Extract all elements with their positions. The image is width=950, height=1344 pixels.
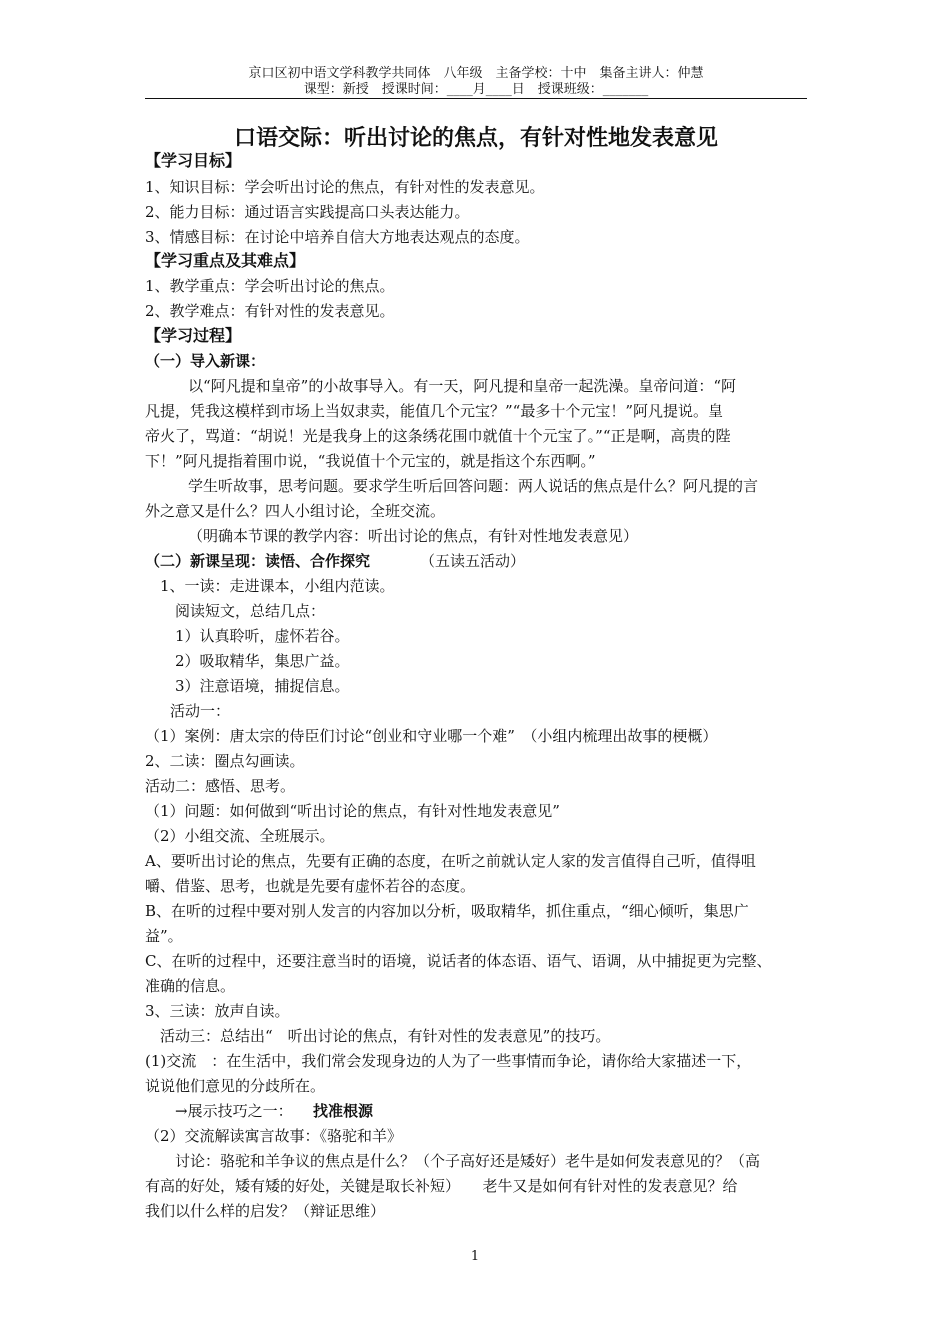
group-share-line: （2）小组交流、全班展示。 [145, 827, 335, 845]
focus-line-1: 1、教学重点：学会听出讨论的焦点。 [145, 277, 395, 295]
focus-line-2: 2、教学难点：有针对性的发表意见。 [145, 302, 395, 320]
section-heading-focus: 【学习重点及其难点】 [145, 251, 306, 270]
section-heading-process: 【学习过程】 [145, 326, 242, 345]
discussion-line-1: 讨论：骆驼和羊争议的焦点是什么？（个子高好还是矮好）老牛是如何发表意见的？（高 [175, 1152, 761, 1170]
discussion-line-2: 有高的好处，矮有矮的好处，关键是取长补短） 老牛又是如何有针对性的发表意见？给 [145, 1177, 738, 1195]
exchange-line-1: (1)交流 ：在生活中，我们常会发现身边的人为了一些事情而争论，请你给大家描述一下， [145, 1052, 752, 1070]
activity-2-label: 活动二：感悟、思考。 [145, 777, 296, 795]
activity-1-label: 活动一： [170, 702, 231, 720]
point-2: 2）吸取精华，集思广益。 [175, 652, 350, 670]
read-3-line: 3、三读：放声自读。 [145, 1002, 290, 1020]
case-line: （1）案例：唐太宗的侍臣们讨论“创业和守业哪一个难” （小组内梳理出故事的梗概） [145, 727, 718, 745]
exchange-line-2: 说说他们意见的分歧所在。 [145, 1077, 326, 1095]
goal-line-1: 1、知识目标：学会听出讨论的焦点，有针对性的发表意见。 [145, 178, 545, 196]
goal-line-2: 2、能力目标：通过语言实践提高口头表达能力。 [145, 203, 470, 221]
activity-3-line: 活动三：总结出“ 听出讨论的焦点，有针对性的发表意见”的技巧。 [160, 1027, 611, 1045]
subsection-intro: （一）导入新课： [145, 352, 266, 370]
point-3: 3）注意语境，捕捉信息。 [175, 677, 350, 695]
fable-line: （2）交流解读寓言故事：《骆驼和羊》 [145, 1127, 403, 1145]
task-line-2: 外之意又是什么？四人小组讨论，全班交流。 [145, 502, 446, 520]
subsection-new-note: （五读五活动） [420, 552, 526, 570]
story-line-1: 以“阿凡提和皇帝”的小故事导入。有一天，阿凡提和皇帝一起洗澡。皇帝问道：“阿 [188, 377, 737, 395]
goal-line-3: 3、情感目标：在讨论中培养自信大方地表达观点的态度。 [145, 228, 530, 246]
story-line-2: 凡提，凭我这模样到市场上当奴隶卖，能值几个元宝？”“最多十个元宝！”阿凡提说。皇 [145, 402, 724, 420]
point-c-line-2: 准确的信息。 [145, 977, 236, 995]
header-line-1: 京口区初中语文学科教学共同体 八年级 主备学校：十中 集备主讲人：仲慧 [248, 66, 704, 81]
story-line-4: 下！”阿凡提指着围巾说，“我说值十个元宝的，就是指这个东西啊。” [145, 452, 596, 470]
skill-1-name: 找准根源 [313, 1102, 374, 1120]
question-line: （1）问题：如何做到“听出讨论的焦点，有针对性地发表意见” [145, 802, 560, 820]
subsection-new: （二）新课呈现：读悟、合作探究 [145, 552, 371, 570]
read-1-summary: 阅读短文，总结几点： [175, 602, 326, 620]
read-1-line: 1、一读：走进课本，小组内范读。 [160, 577, 395, 595]
point-b-line-1: B、在听的过程中要对别人发言的内容加以分析，吸取精华，抓住重点，“细心倾听，集思广 [145, 902, 749, 920]
read-2-line: 2、二读：圈点勾画读。 [145, 752, 305, 770]
point-b-line-2: 益”。 [145, 927, 183, 945]
header-rule [145, 98, 807, 99]
story-line-3: 帝火了，骂道：“胡说！光是我身上的这条绣花围巾就值十个元宝了。”“正是啊，高贵的陛 [145, 427, 731, 445]
task-line-1: 学生听故事，思考问题。要求学生听后回答问题：两人说话的焦点是什么？阿凡提的言 [188, 477, 759, 495]
clarify-line: （明确本节课的教学内容：听出讨论的焦点，有针对性地发表意见） [188, 527, 639, 545]
point-a-line-1: A、要听出讨论的焦点，先要有正确的态度，在听之前就认定人家的发言值得自己听，值得咀 [145, 852, 756, 870]
page-number: 1 [470, 1249, 480, 1264]
point-a-line-2: 嚼、借鉴、思考，也就是先要有虚怀若谷的态度。 [145, 877, 476, 895]
discussion-line-3: 我们以什么样的启发？（辩证思维） [145, 1202, 386, 1220]
section-heading-goals: 【学习目标】 [145, 151, 242, 170]
page-title: 口语交际：听出讨论的焦点，有针对性地发表意见 [233, 126, 718, 151]
skill-1-label: →展示技巧之一： [175, 1102, 293, 1120]
point-c-line-1: C、在听的过程中，还要注意当时的语境，说话者的体态语、语气、语调，从中捕捉更为完整、 [145, 952, 772, 970]
header-line-2: 课型：新授 授课时间：____月____日 授课班级：_______ [303, 82, 649, 97]
point-1: 1）认真聆听，虚怀若谷。 [175, 627, 350, 645]
